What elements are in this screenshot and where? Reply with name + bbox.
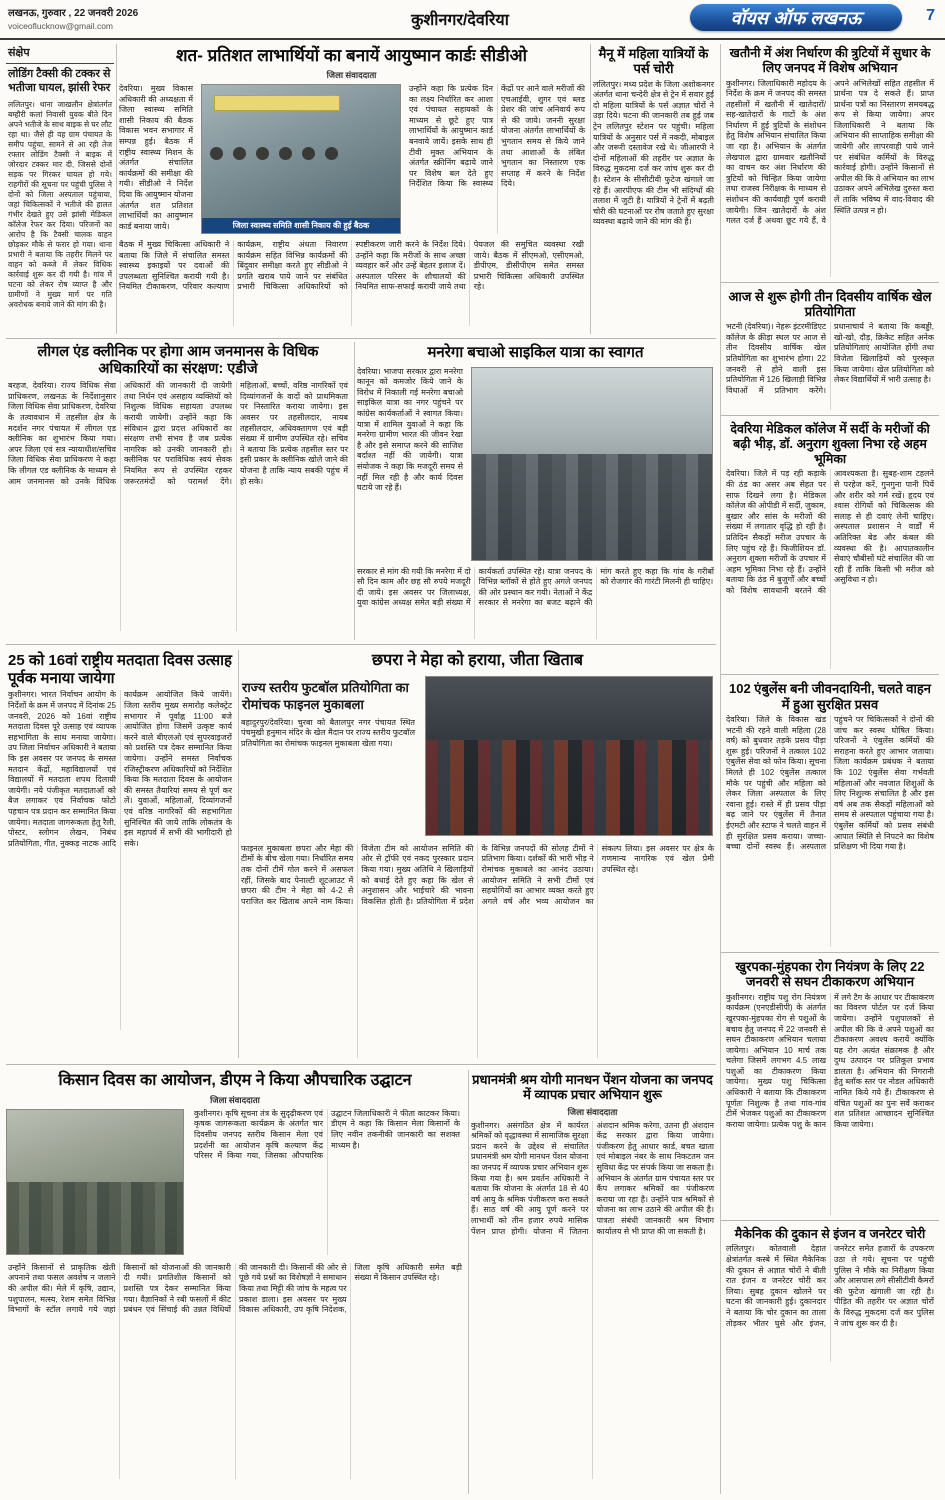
- football-photo: [425, 676, 713, 836]
- ayushman-byline: जिला संवाददाता: [326, 70, 377, 81]
- medical-headline: देवरिया मेडिकल कॉलेज में सर्दी के मरीजों की बढ़ी भीड़, डॉ. अनुराग शुक्ला निभा रहे अहम भूमिका: [730, 422, 930, 466]
- purse-body: ललितपुर। मध्य प्रदेश के जिला अशोकनगर अंतर्गत थाना चन्देरी क्षेत्र से ट्रेन में सवार हुई दो महिला यात्रियों के पर्स अज्ञात चोरों ने उड़ा दिये। घटना की जानकारी तब हुई जब ट्रेन ललितपुर स्टेशन पर पहुंची। महिला यात्रियों के अनुसार पर्स में नकदी, मोबाइल और जरूरी दस्तावेज रखे थे। जीआरपी ने दोनों महिलाओं की तहरीर पर अज्ञात के विरुद्ध मुकदमा दर्ज कर जांच शुरू कर दी है। स्टेशन के सीसीटीवी फुटेज खंगाले जा रहे हैं। आरपीएफ की टीम भी संदिग्धों की तलाश में जुटी है। यात्रियों ने ट्रेनों में बढ़ती चोरी की घटनाओं पर रोष जताते हुए सुरक्षा व्यवस्था बढ़ाये जाने की मांग की है।: [593, 79, 714, 227]
- manrega-body-bottom: सरकार से मांग की गयी कि मनरेगा में दो सौ दिन काम और छह सौ रुपये मजदूरी दी जाये। इस अवसर पर जिलाध्यक्ष, युवा कांग्रेस अध्यक्ष समेत बड़ी संख्या में कार्यकर्ता उपस्थित रहे। यात्रा जनपद के विभिन्न ब्लॉकों से होते हुए अगले जनपद की ओर प्रस्थान कर गयी। नेताओं ने केंद्र सरकार से मनरेगा का बजट बढ़ाने की मांग करते हुए कहा कि गांव के गरीबों को रोजगार की गारंटी मिलनी ही चाहिए।: [357, 566, 714, 608]
- kisan-body-bottom: उन्होंने किसानों से प्राकृतिक खेती अपनाने तथा फसल अवशेष न जलाने की अपील की। मेले में कृषि, उद्यान, पशुपालन, मत्स्य, रेशम समेत विभिन्न विभागों के स्टॉल लगाये गये जहां किसानों को योजनाओं की जानकारी दी गयी। प्रगतिशील किसानों को प्रशस्ति पत्र देकर सम्मानित किया गया। वैज्ञानिकों ने रबी फसलों में कीट प्रबंधन एवं सिंचाई की उन्नत विधियों की जानकारी दी। किसानों की ओर से पूछे गये प्रश्नों का विशेषज्ञों ने समाधान किया तथा मिट्टी की जांच के महत्व पर प्रकाश डाला। इस अवसर पर मुख्य विकास अधिकारी, उप कृषि निदेशक, जिला कृषि अधिकारी समेत बड़ी संख्या में किसान उपस्थित रहे।: [8, 1262, 462, 1315]
- khurpaka-body: कुशीनगर। राष्ट्रीय पशु रोग नियंत्रण कार्यक्रम (एनएडीसीपी) के अंतर्गत खुरपका-मुंहपका रोग से पशुओं के बचाव हेतु जनपद में 22 जनवरी से सघन टीकाकरण अभियान चलाया जायेगा। अभियान 10 मार्च तक चलेगा जिसमें लगभग 4.5 लाख पशुओं का टीकाकरण किया जायेगा। मुख्य पशु चिकित्सा अधिकारी ने बताया कि टीकाकरण पूर्णतः निशुल्क है तथा गांव-गांव टीमें भेजकर पशुओं का टीकाकरण कराया जायेगा। प्रत्येक पशु के कान में लगे टैग के आधार पर टीकाकरण का विवरण पोर्टल पर दर्ज किया जायेगा। उन्होंने पशुपालकों से अपील की कि वे अपने पशुओं का टीकाकरण अवश्य करायें क्योंकि यह रोग अत्यंत संक्रामक है और दुग्ध उत्पादन पर प्रतिकूल प्रभाव डालता है। अभियान की निगरानी हेतु ब्लॉक स्तर पर नोडल अधिकारी नामित किये गये हैं। टीकाकरण से वंचित पशुओं का पुनः सर्वे कराकर शत प्रतिशत आच्छादन सुनिश्चित किया जायेगा।: [726, 992, 934, 1129]
- article-legal: [6, 342, 350, 640]
- masthead: [0, 0, 945, 38]
- legal-body: बरहज, देवरिया। राज्य विधिक सेवा प्राधिकरण, लखनऊ के निर्देशानुसार जिला विधिक सेवा प्राधिकरण, देवरिया के तत्वावधान में तहसील क्षेत्र के मदर्शन नगर पंचायत में लीगल एड क्लीनिक का शुभारंभ किया गया। अपर जिला एवं सत्र न्यायाधीश/सचिव जिला विधिक सेवा प्राधिकरण ने कहा कि लीगल एड क्लीनिक के माध्यम से आम जनमानस को उनके विधिक अधिकारों की जानकारी दी जायेगी तथा निर्धन एवं असहाय व्यक्तियों को निशुल्क विधिक सहायता उपलब्ध करायी जायेगी। उन्होंने कहा कि संविधान द्वारा प्रदत्त अधिकारों का संरक्षण तभी संभव है जब प्रत्येक नागरिक को उनकी जानकारी हो। क्लीनिक पर पराविधिक स्वयं सेवक नियमित रूप से उपस्थित रहकर जरूरतमंदों को परामर्श देंगे। महिलाओं, बच्चों, वरिष्ठ नागरिकों एवं दिव्यांगजनों के वादों को प्राथमिकता पर निस्तारित कराया जायेगा। इस अवसर पर तहसीलदार, नायब तहसीलदार, अधिवक्तागण एवं बड़ी संख्या में ग्रामीण उपस्थित रहे। सचिव ने बताया कि प्रत्येक तहसील स्तर पर इसी प्रकार के क्लीनिक खोले जाने की योजना है ताकि न्याय सबकी पहुंच में हो सके।: [8, 381, 348, 486]
- article-manrega: [354, 342, 716, 640]
- cycle-rally-photo: [471, 367, 713, 561]
- khatauni-body: कुशीनगर। जिलाधिकारी महोदय के निर्देश के क्रम में जनपद की समस्त तहसीलों में खतौनी में खातेदारों/सह-खातेदारों के गाटों के अंश निर्धारण में हुई त्रुटियों के संशोधन हेतु विशेष अभियान संचालित किया जा रहा है। अभियान के अंतर्गत लेखपाल द्वारा ग्रामवार खतौनियों का वाचन कर अंश निर्धारण की त्रुटियों को चिन्हित किया जायेगा तथा राजस्व निरीक्षक के माध्यम से संशोधन की कार्यवाही पूर्ण करायी जायेगी। जिन खातेदारों के अंश गलत दर्ज हैं अथवा छूट गये हैं, वे अपने अभिलेखों सहित तहसील में प्रार्थना पत्र दे सकते हैं। प्राप्त प्रार्थना पत्रों का निस्तारण समयबद्ध रूप से किया जायेगा। अपर जिलाधिकारी ने बताया कि अभियान की साप्ताहिक समीक्षा की जायेगी और लापरवाही पाये जाने पर संबंधित कर्मियों के विरुद्ध कार्रवाई होगी। उन्होंने किसानों से अपील की कि वे अभियान का लाभ उठाकर अपने अभिलेख दुरुस्त करा लें ताकि भविष्य में वाद-विवाद की स्थिति उत्पन्न न हो।: [726, 78, 934, 226]
- football-headline: छपरा ने मेहा को हराया, जीता खिताब: [371, 652, 584, 669]
- article-matdata: [6, 650, 234, 1058]
- pension-byline: जिला संवाददाता: [567, 1106, 618, 1117]
- mechanic-headline: मैकेनिक की दुकान से इंजन व जनरेटर चोरी: [734, 1226, 926, 1241]
- row-divider: [6, 338, 716, 339]
- article-purse: [590, 44, 716, 334]
- masthead-left: [8, 5, 138, 31]
- brand-banner: वॉयस ऑफ लखनऊ: [690, 4, 902, 31]
- article-khel: [721, 282, 939, 416]
- section-label-sankshep: संक्षेप: [6, 44, 114, 64]
- pension-headline: प्रधानमंत्री श्रम योगी मानधन पेंशन योजना का जनपद में व्यापक प्रचार अभियान शुरू: [472, 1072, 713, 1103]
- row-divider: [6, 644, 716, 645]
- kisan-headline: किसान दिवस का आयोजन, डीएम ने किया औपचारिक उद्घाटन: [58, 1072, 412, 1089]
- sankshep-headline: लोडिंग टैक्सी की टक्कर से भतीजा घायल, झांसी रेफर: [8, 68, 111, 94]
- ayushman-headline: शत- प्रतिशत लाभार्थियों का बनायें आयुष्मान कार्डः सीडीओ: [175, 46, 528, 65]
- pension-body: कुशीनगर। असंगठित क्षेत्र में कार्यरत श्रमिकों को वृद्धावस्था में सामाजिक सुरक्षा प्रदान करने के उद्देश्य से संचालित प्रधानमंत्री श्रम योगी मानधन पेंशन योजना का जनपद में व्यापक प्रचार अभियान शुरू किया गया है। श्रम प्रवर्तन अधिकारी ने बताया कि योजना के अंतर्गत 18 से 40 वर्ष आयु के श्रमिक पंजीकरण करा सकते हैं। साठ वर्ष की आयु पूर्ण करने पर लाभार्थी को तीन हजार रुपये मासिक पेंशन प्राप्त होगी। योजना में जितना अंशदान श्रमिक करेगा, उतना ही अंशदान केंद्र सरकार द्वारा किया जायेगा। पंजीकरण हेतु आधार कार्ड, बचत खाता एवं मोबाइल नंबर के साथ निकटतम जन सुविधा केंद्र पर संपर्क किया जा सकता है। अभियान के अंतर्गत ग्राम पंचायत स्तर पर कैंप लगाकर श्रमिकों का पंजीकरण कराया जा रहा है। उन्होंने पात्र श्रमिकों से योजना का लाभ उठाने की अपील की है। पात्रता संबंधी जानकारी श्रम विभाग कार्यालय से भी प्राप्त की जा सकती है।: [471, 1120, 714, 1236]
- kisan-crowd-graphic: [7, 1182, 183, 1254]
- legal-headline: लीगल एंड क्लीनिक पर होगा आम जनमानस के विधिक अधिकारियों का संरक्षण: एडीजे: [37, 344, 319, 378]
- kisan-byline: जिला संवाददाता: [210, 1094, 260, 1105]
- ayushman-body-left: देवरिया। मुख्य विकास अधिकारी की अध्यक्षता में जिला स्वास्थ्य समिति शासी निकाय की बैठक विकास भवन सभागार में सम्पन्न हुई। बैठक में राष्ट्रीय स्वास्थ्य मिशन के अंतर्गत संचालित कार्यक्रमों की समीक्षा की गयी। सीडीओ ने निर्देश दिया कि आयुष्मान योजना अंतर्गत शत प्रतिशत लाभार्थियों का आयुष्मान कार्ड बनाया जाये।: [119, 84, 193, 231]
- date-line: लखनऊ, गुरुवार , 22 जनवरी 2026: [8, 8, 139, 19]
- manrega-headline: मनरेगा बचाओ साइकिल यात्रा का स्वागत: [427, 344, 644, 361]
- meeting-photo: [201, 84, 401, 234]
- right-column: [720, 44, 939, 1494]
- matdata-body: कुशीनगर। भारत निर्वाचन आयोग के निर्देशों के क्रम में जनपद में दिनांक 25 जनवरी, 2026 को 16वां राष्ट्रीय मतदाता दिवस पूरे उत्साह एवं व्यापक सहभागिता के साथ मनाया जायेगा। उप जिला निर्वाचन अधिकारी ने बताया कि इस अवसर पर जनपद के समस्त मतदान केंद्रों, महाविद्यालयों एवं विद्यालयों में मतदाता शपथ दिलायी जायेगी। नये पंजीकृत मतदाताओं को बैज लगाकर एवं निर्वाचक फोटो पहचान पत्र प्रदान कर सम्मानित किया जायेगा। मतदाता जागरूकता हेतु रैली, पोस्टर, स्लोगन लेखन, निबंध प्रतियोगिता, गीत, नुक्कड़ नाटक आदि कार्यक्रम आयोजित किये जायेंगे। जिला स्तरीय मुख्य समारोह कलेक्ट्रेट सभागार में पूर्वाह्न 11:00 बजे आयोजित होगा जिसमें उत्कृष्ट कार्य करने वाले बीएलओ एवं सुपरवाइजरों को प्रशस्ति पत्र देकर सम्मानित किया जायेगा। उन्होंने समस्त निर्वाचक रजिस्ट्रीकरण अधिकारियों को निर्देशित किया कि मतदाता दिवस के आयोजन की समस्त तैयारियां समय से पूर्ण कर लें। युवाओं, महिलाओं, दिव्यांगजनों एवं वरिष्ठ नागरिकों की सहभागिता सुनिश्चित की जाये ताकि लोकतंत्र के इस महापर्व में सभी की भागीदारी हो सके।: [8, 690, 232, 848]
- khel-headline: आज से शुरू होगी तीन दिवसीय वार्षिक खेल प्रतियोगिता: [728, 288, 932, 319]
- medical-body: देवरिया। जिले में पड़ रही कड़ाके की ठंड का असर अब सेहत पर साफ दिखने लगा है। मेडिकल कॉलेज की ओपीडी में सर्दी, जुकाम, बुखार और सांस के मरीजों की संख्या में लगातार वृद्धि हो रही है। प्रतिदिन सैकड़ों मरीज उपचार के लिए पहुंच रहे हैं। फिजीशियन डॉ. अनुराग शुक्ला मरीजों के उपचार में अहम भूमिका निभा रहे हैं। उन्होंने बताया कि ठंड में बुजुर्गों और बच्चों को विशेष सावधानी बरतने की आवश्यकता है। सुबह-शाम टहलने से परहेज करें, गुनगुना पानी पियें और शरीर को गर्म रखें। हृदय एवं श्वास रोगियों को चिकित्सक की सलाह से ही दवाएं लेनी चाहिए। अस्पताल प्रशासन ने वार्डों में अतिरिक्त बेड और कंबल की व्यवस्था की है। आपातकालीन सेवाएं चौबीसों घंटे संचालित की जा रही हैं ताकि किसी भी मरीज को असुविधा न हो।: [726, 469, 934, 595]
- masthead-rule: [0, 38, 945, 40]
- article-ayushman: [116, 44, 586, 334]
- row-divider: [6, 1064, 716, 1065]
- meeting-people-graphic: [210, 147, 338, 160]
- email-address: voiceoflucknow@gmail.com: [8, 21, 114, 31]
- mechanic-body: ललितपुर। कोतवाली देहात क्षेत्रांतर्गत कस्बे में स्थित मैकेनिक की दुकान से अज्ञात चोरों ने बीती रात इंजन व जनरेटर चोरी कर लिया। सुबह दुकान खोलने पर घटना की जानकारी हुई। दुकानदार ने बताया कि चोर दुकान का ताला तोड़कर भीतर घुसे और इंजन, जनरेटर समेत हजारों के उपकरण उठा ले गये। सूचना पर पहुंची पुलिस ने मौके का निरीक्षण किया और आसपास लगे सीसीटीवी कैमरों की फुटेज खंगाली जा रही है। पीड़ित की तहरीर पर अज्ञात चोरों के विरुद्ध मुकदमा दर्ज कर पुलिस ने जांच शुरू कर दी है।: [726, 1244, 934, 1328]
- manrega-top-row: [355, 367, 716, 563]
- purse-headline: मैनू में महिला यात्रियों के पर्स चोरी: [598, 46, 709, 77]
- article-ambulance: [721, 674, 939, 952]
- kisan-top-row: [6, 1109, 464, 1257]
- ambulance-headline: 102 एंबुलेंस बनी जीवनदायिनी, चलते वाहन में हुआ सुरक्षित प्रसव: [729, 681, 931, 712]
- ayushman-body-bottom: बैठक में मुख्य चिकित्सा अधिकारी ने बताया कि जिले में संचालित समस्त स्वास्थ्य इकाइयों पर दवाओं की उपलब्धता सुनिश्चित करायी गयी है। नियमित टीकाकरण, परिवार कल्याण कार्यक्रम, राष्ट्रीय अंधता निवारण कार्यक्रम सहित विभिन्न कार्यक्रमों की बिंदुवार समीक्षा करते हुए सीडीओ ने प्रगति खराब पाये जाने पर संबंधित प्रभारी चिकित्सा अधिकारियों को स्पष्टीकरण जारी करने के निर्देश दिये। उन्होंने कहा कि मरीजों के साथ अच्छा व्यवहार करें और उन्हें बेहतर इलाज दें। अस्पताल परिसर के शौचालयों की नियमित साफ-सफाई करायी जाये तथा पेयजल की समुचित व्यवस्था रखी जाये। बैठक में सीएमओ, एसीएमओ, डीपीएम, डीसीपीएम समेत समस्त प्रभारी चिकित्सा अधिकारी उपस्थित रहे।: [119, 240, 584, 292]
- football-subhead: राज्य स्तरीय फुटबॉल प्रतियोगिता का रोमांचक फाइनल मुकाबला: [242, 679, 409, 712]
- manrega-body-left: देवरिया। भाजपा सरकार द्वारा मनरेगा कानून को कमजोर किये जाने के विरोध में निकाली गई मनरेगा बचाओ साइकिल यात्रा का नगर पहुंचने पर कांग्रेस कार्यकर्ताओं ने स्वागत किया। यात्रा में शामिल युवाओं ने कहा कि मनरेगा ग्रामीण भारत की जीवन रेखा है और इसे समाप्त करने की साजिश बर्दाश्त नहीं की जायेगी। यात्रा संयोजक ने कहा कि मजदूरी समय से नहीं मिल रही है और कार्य दिवस घटाये जा रहे हैं।: [357, 366, 463, 493]
- kisan-photo: [6, 1109, 184, 1255]
- article-sankshep: [6, 44, 114, 334]
- article-kisan: [6, 1070, 464, 1494]
- khurpaka-headline: खुरपका-मुंहपका रोग नियंत्रण के लिए 22 जनवरी से सघन टीकाकरण अभियान: [735, 959, 925, 990]
- matdata-headline: 25 को 16वां राष्ट्रीय मतदाता दिवस उत्साह पूर्वक मनाया जायेगा: [8, 652, 233, 687]
- article-medical: [721, 415, 939, 674]
- meeting-photo-caption: जिला स्वास्थ्य समिति शासी निकाय की हुई बैठक: [202, 218, 400, 233]
- ayushman-top-row: [117, 84, 586, 236]
- football-body: फाइनल मुकाबला छपरा और मेहा की टीमों के बीच खेला गया। निर्धारित समय तक दोनों टीमें गोल करने में असफल रहीं, जिसके बाद पेनाल्टी शूटआउट में छपरा की टीम ने मेहा को 4-2 से पराजित कर खिताब अपने नाम किया। विजेता टीम को आयोजन समिति की ओर से ट्रॉफी एवं नकद पुरस्कार प्रदान किया गया। मुख्य अतिथि ने खिलाड़ियों को बधाई देते हुए कहा कि खेल से अनुशासन और भाईचारे की भावना विकसित होती है। प्रतियोगिता में प्रदेश के विभिन्न जनपदों की सोलह टीमों ने प्रतिभाग किया। दर्शकों की भारी भीड़ ने रोमांचक मुकाबले का आनंद उठाया। आयोजन समिति ने सभी टीमों एवं सहयोगियों का आभार व्यक्त करते हुए अगले वर्ष और भव्य आयोजन का संकल्प लिया। इस अवसर पर क्षेत्र के गणमान्य नागरिक एवं खेल प्रेमी उपस्थित रहे।: [241, 843, 714, 906]
- article-mechanic: [721, 1220, 939, 1368]
- sankshep-body: ललितपुर। थाना जाखलौन क्षेत्रांतर्गत बम्हौरी कलां निवासी युवक बीते दिन अपने भतीजे के साथ बाइक से घर लौट रहा था। जैसे ही वह ग्राम पंचायत के समीप पहुंचा, सामने से आ रही तेज रफ्तार लोडिंग टैक्सी ने बाइक में जोरदार टक्कर मार दी, जिससे दोनों सड़क पर गिरकर घायल हो गये। राहगीरों की सूचना पर पहुंची पुलिस ने दोनों को जिला अस्पताल पहुंचाया, जहां चिकित्सकों ने भतीजे की हालत गंभीर देखते हुए उसे झांसी मेडिकल कॉलेज रेफर कर दिया। परिजनों का आरोप है कि टैक्सी चालक वाहन छोड़कर मौके से फरार हो गया। थाना प्रभारी ने बताया कि तहरीर मिलने पर वाहन को कब्जे में लेकर विधिक कार्रवाई शुरू कर दी गयी है। गांव में घटना को लेकर रोष व्याप्त है और ग्रामीणों ने मुख्य मार्ग पर गति अवरोधक बनाये जाने की मांग की है।: [8, 99, 112, 309]
- article-football: [238, 650, 716, 1058]
- article-pension: [468, 1070, 716, 1494]
- khel-body: भटनी (देवरिया)। नेहरू इंटरमीडिएट कॉलेज के क्रीड़ा स्थल पर आज से तीन दिवसीय वार्षिक खेल प्रतियोगिता का शुभारंभ होगा। 22 जनवरी से होने वाली इस प्रतियोगिता में 126 खिलाड़ी विभिन्न विधाओं में प्रतिभाग करेंगे। प्रधानाचार्य ने बताया कि कबड्डी, खो-खो, दौड़, क्रिकेट सहित अनेक प्रतियोगिताएं आयोजित होंगी तथा विजेता खिलाड़ियों को पुरस्कृत किया जायेगा। खेल प्रतियोगिता को लेकर विद्यार्थियों में भारी उत्साह है।: [726, 322, 934, 395]
- article-khurpaka: [721, 952, 939, 1220]
- football-crowd-graphic: [426, 740, 712, 835]
- football-left-stack: [239, 676, 417, 806]
- ayushman-body-right: उन्होंने कहा कि प्रत्येक दिन का लक्ष्य निर्धारित कर आशा एवं पंचायत सहायकों के माध्यम से छूटे हुए पात्र लाभार्थियों के आयुष्मान कार्ड बनवाये जायें। इसके साथ ही टीवी मुक्त अभियान के अंतर्गत स्क्रीनिंग बढ़ाये जाने पर विशेष बल देते हुए निर्देशित किया कि स्वास्थ्य केंद्रों पर आने वाले मरीजों की एचआईवी, शुगर एवं ब्लड प्रेशर की जांच अनिवार्य रूप से की जाये। जननी सुरक्षा योजना अंतर्गत लाभार्थियों के भुगतान समय से किये जाने तथा आशाओं के लंबित भुगतान का निस्तारण एक सप्ताह में करने के निर्देश दिये।: [409, 84, 585, 189]
- football-body-side: बहादुरपुर/देवरिया। चुरबा को बैतालपुर नगर पंचायत स्थित पंचमुखी हनुमान मंदिर के खेल मैदान पर राज्य स्तरीय फुटबॉल प्रतियोगिता का रोमांचक फाइनल मुकाबला खेला गया।: [241, 717, 415, 748]
- kisan-body-side: कुशीनगर। कृषि सूचना तंत्र के सुदृढ़ीकरण एवं कृषक जागरूकता कार्यक्रम के अंतर्गत चार दिवसीय जनपद स्तरीय किसान मेला एवं प्रदर्शनी का आयोजन कृषि कल्याण केंद्र परिसर में किया गया, जिसका औपचारिक उद्घाटन जिलाधिकारी ने फीता काटकर किया। डीएम ने कहा कि किसान मेला किसानों के लिए नवीन तकनीकी जानकारी का सशक्त माध्यम है।: [194, 1108, 460, 1161]
- ambulance-body: देवरिया। जिले के विकास खंड भटनी की रहने वाली महिला (28 वर्ष) को बुधवार तड़के प्रसव पीड़ा शुरू हुई। परिजनों ने तत्काल 102 एंबुलेंस सेवा को फोन किया। सूचना मिलते ही 102 एंबुलेंस तत्काल मौके पर पहुंची और महिला को लेकर जिला अस्पताल के लिए रवाना हुई। रास्ते में ही प्रसव पीड़ा बढ़ जाने पर एंबुलेंस में तैनात ईएमटी और स्टाफ ने चलते वाहन में ही सुरक्षित प्रसव कराया। जच्चा-बच्चा दोनों स्वस्थ हैं। अस्पताल पहुंचने पर चिकित्सकों ने दोनों की जांच कर स्वस्थ घोषित किया। परिजनों ने एंबुलेंस कर्मियों की सराहना करते हुए आभार जताया। जिला कार्यक्रम प्रबंधक ने बताया कि 102 एंबुलेंस सेवा गर्भवती महिलाओं और नवजात शिशुओं के लिए निशुल्क संचालित है और इस वर्ष अब तक सैकड़ों महिलाओं को समय से अस्पताल पहुंचाया गया है। एंबुलेंस कर्मियों को प्रसव संबंधी आपात स्थिति से निपटने का विशेष प्रशिक्षण भी दिया गया है।: [726, 715, 934, 852]
- article-khatauni: [721, 44, 939, 282]
- page-number: 7: [926, 7, 935, 24]
- cycle-crowd-graphic: [472, 454, 712, 560]
- edition-title: कुशीनगर/देवरिया: [411, 12, 509, 29]
- football-top-row: [239, 676, 716, 838]
- meeting-banner-graphic: [214, 95, 340, 111]
- khatauni-headline: खतौनी में अंश निर्धारण की त्रुटियों में सुधार के लिए जनपद में विशेष अभियान: [729, 46, 931, 75]
